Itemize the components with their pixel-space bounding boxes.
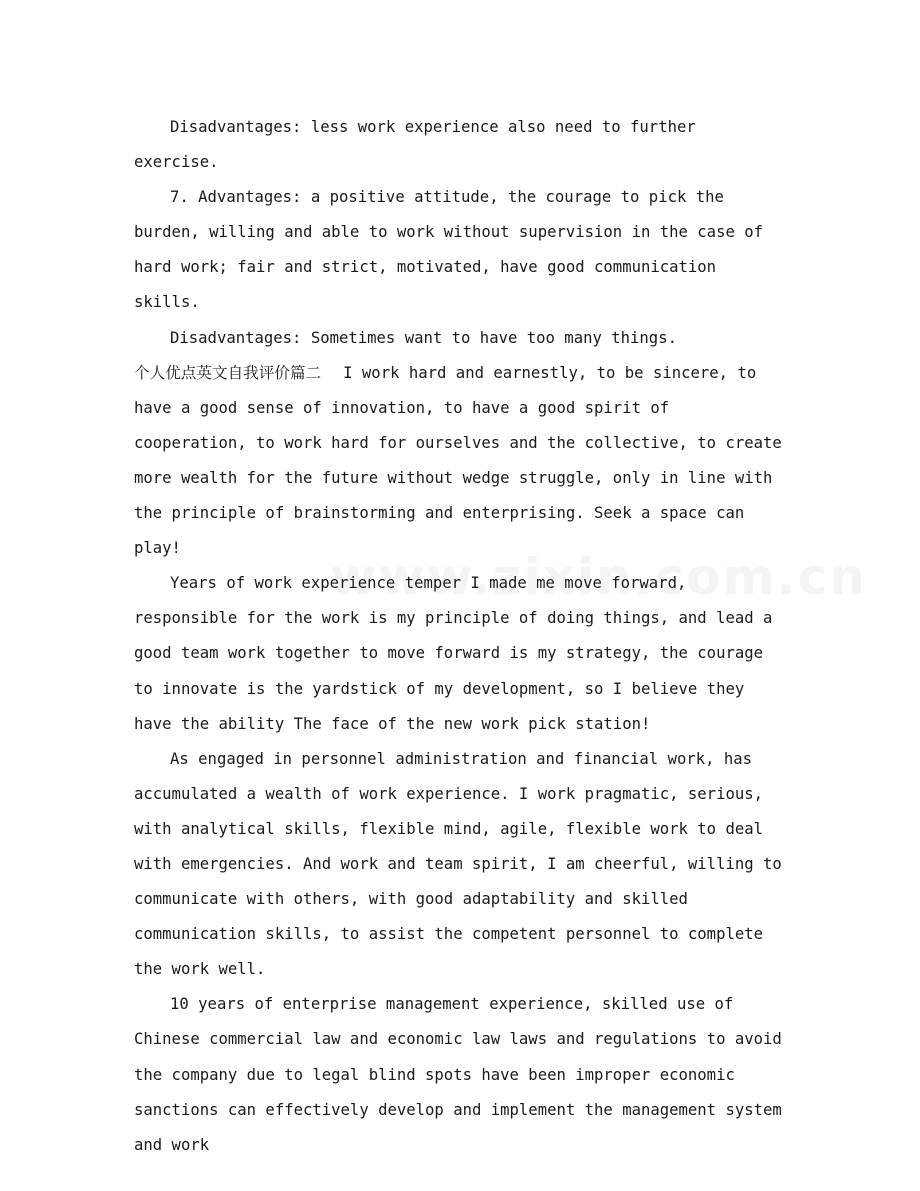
paragraph-disadvantages-1: Disadvantages: less work experience also need to further exercise.: [134, 118, 696, 172]
paragraph-disadvantages-2: Disadvantages: Sometimes want to have too many things.: [170, 328, 677, 347]
paragraph-section-two: [134, 356, 789, 567]
paragraph-enterprise-management: 10 years of enterprise management experience, skilled use of Chinese commercial law and economic law laws and regulations to avoid the company due to legal blind spots have been improper economic sanctions can effectively develop and implement the management system and work: [134, 995, 782, 1154]
paragraph-personnel-administration: As engaged in personnel administration and financial work, has accumulated a wealth of work experience. I work pragmatic, serious, with analytical skills, flexible mind, agile, flexible work to deal with emergencies. And work and team spirit, I am cheerful, willing to communicate with others, with good adaptability and skilled communication skills, to assist the competent personnel to complete the work well.: [134, 749, 782, 979]
paragraph-work-experience: Years of work experience temper I made me move forward, responsible for the work is my principle of doing things, and lead a good team work together to move forward is my strategy, the courage to innovate is the yardstick of my development, so I believe they have the ability The face of the new work pick station!: [134, 574, 773, 733]
section-two-text: I work hard and earnestly, to be sincere, to have a good sense of innovation, to have a good spirit of cooperation, to work hard for ourselves and the collective, to create more wealth for the future without wedge struggle, only in line with the principle of brainstorming and enterprising. Seek a space can play!: [134, 363, 782, 558]
document-body: [134, 110, 789, 1163]
paragraph-advantages-7: 7. Advantages: a positive attitude, the courage to pick the burden, willing and able to work without supervision in the case of hard work; fair and strict, motivated, have good communication skills.: [134, 188, 764, 312]
section-heading: 个人优点英文自我评价篇二: [134, 363, 322, 382]
